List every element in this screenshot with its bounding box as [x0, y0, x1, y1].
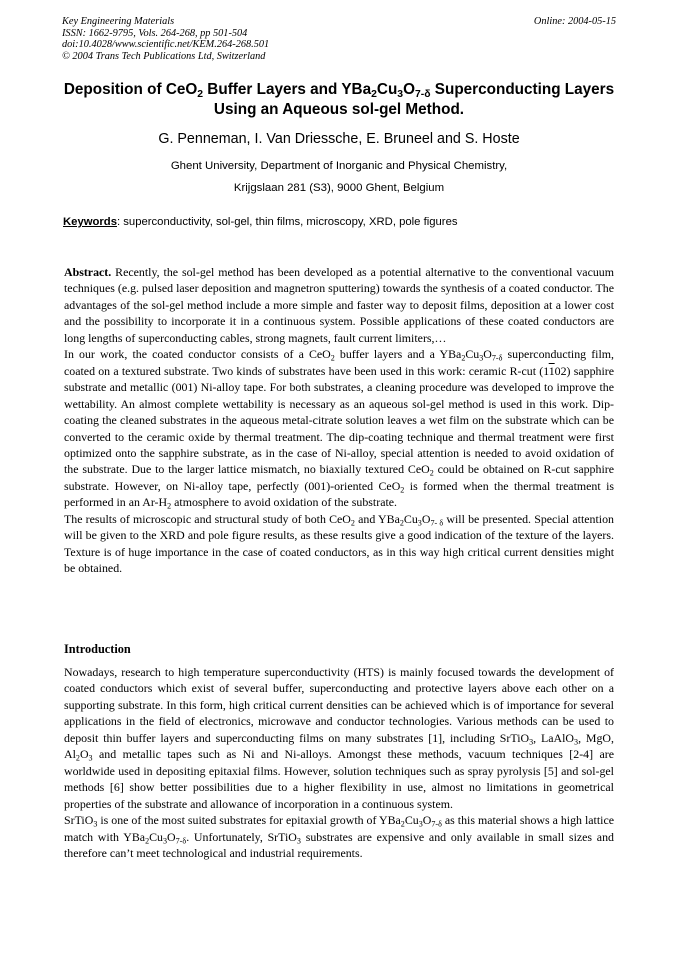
- keywords: [63, 215, 616, 229]
- abstract-label: Abstract.: [64, 265, 112, 279]
- abstract-paragraph: The results of microscopic and structural study of both CeO$_2$ and $YBa_2Cu_3O_{7- \delta}$ will be presented. Special attention will be given to the XRD and pole figure results, as these results give a good indication of the texture of the layers. Texture is of huge importance in the case of coated conductors, as in this way high critical current densities might be obtained.: [64, 511, 615, 576]
- journal-header: [62, 16, 616, 62]
- affiliation-line-1: Ghent University, Department of Inorganic and Physical Chemistry,: [170, 160, 508, 172]
- intro-paragraph: SrTiO$_3$ is one of the most suited substrates for epitaxial growth of $YBa_2Cu_3O_{7-\delta}$ as this material shows a high lattice match with $YBa_2Cu_3O_{7-\delta}$. Unfortunately, SrTiO$_3$ substrates are expensive and only available in small sizes and therefore can’t meet technological and industrial requirements.: [64, 813, 614, 860]
- abstract-paragraph: Abstract. Recently, the sol-gel method has been developed as a potential alternative to the conventional vacuum techniques (e.g. pulsed laser deposition and magnetron sputtering) towards the synthesis of a coated conductor. The advantages of the sol-gel method include a more simple and faster way to deposit films, deposition at a lower cost and the possibility to incorporate it in a continuous system. Possible applications of these coated conductors are long lengths of superconducting cables, strong magnets, fault current limiters,…: [64, 265, 614, 345]
- journal-name: Key Engineering Materials: [62, 16, 175, 27]
- abstract-section: [64, 264, 614, 577]
- online-date: Online: 2004-05-15: [533, 16, 616, 27]
- paper-title: Deposition of CeO$_2$ Buffer Layers and $YBa_2Cu_3O_{7-\delta}$ Superconducting Layers Using an Aqueous sol-gel Method.: [63, 81, 615, 118]
- issn-line: ISSN: 1662-9795, Vols. 264-268, pp 501-504: [62, 27, 248, 39]
- abstract-paragraph: In our work, the coated conductor consists of a CeO$_2$ buffer layers and a $YBa_2Cu_3O_{7-\delta}$ superconducting film, coated on a textured substrate. Two kinds of substrates have been used in this work: ceramic R-cut (1102) sapphire substrate and metallic (001) Ni-alloy tape. For both substrates, a cleaning procedure was developed to improve the wettability. An almost complete wettability is necessary as an aqueous sol-gel method is used in this work. Dip-coating the cleaned substrates in the aqueous metal-citrate solution leaves a wet film on the substrate which can be converted to the ceramic oxide by thermal treatment. The dip-coating technique and thermal treatment were first optimized onto the sapphire substrate, as in the case of Ni-alloy, special attention is needed to avoid oxidation of the substrate. Due to the larger lattice mismatch, no biaxially textured CeO$_2$ could be obtained on R-cut sapphire substrate. However, on Ni-alloy tape, perfectly (001)-oriented CeO$_2$ is formed when the thermal treatment is performed in an $Ar-H_2$ atmosphere to avoid oxidation of the substrate.: [64, 347, 615, 511]
- affiliation-line-2: Krijgslaan 281 (S3), 9000 Ghent, Belgium: [233, 182, 445, 194]
- doi-line: doi:10.4028/www.scientific.net/KEM.264-268.501: [62, 39, 270, 50]
- copyright-line: © 2004 Trans Tech Publications Ltd, Switzerland: [62, 50, 266, 62]
- intro-paragraph: Nowadays, research to high temperature superconductivity (HTS) is mainly focused towards the development of coated conductors which exist of several buffer, superconducting and protective layers above each other on a supporting substrate. In this form, high critical current densities can be achieved which is of importance for several applications in the field of electronics, microwave and conductor technologies. Various methods can be used to deposit thin buffer layers and superconducting films on many substrates [1], including SrTiO$_3$, LaAlO$_3$, MgO, $Al_2O_3$ and metallic tapes such as Ni and Ni-alloys. Amongst these methods, vacuum techniques [2-4] are worldwide used in depositing epitaxial films. However, solution techniques such as spray pyrolysis [5] and sol-gel methods [6] show better possibilities due to a higher flexibility in use, almost no limitations in geometrical properties of the substrate and allowance of incorporation in a continuous system.: [64, 665, 614, 811]
- authors: G. Penneman, I. Van Driessche, E. Bruneel and S. Hoste: [158, 131, 520, 147]
- section-heading-introduction: Introduction: [64, 642, 131, 656]
- keywords-text: : superconductivity, sol-gel, thin films, microscopy, XRD, pole figures: [117, 216, 458, 228]
- introduction-section: [64, 664, 614, 861]
- keywords-label: Keywords: [63, 216, 117, 228]
